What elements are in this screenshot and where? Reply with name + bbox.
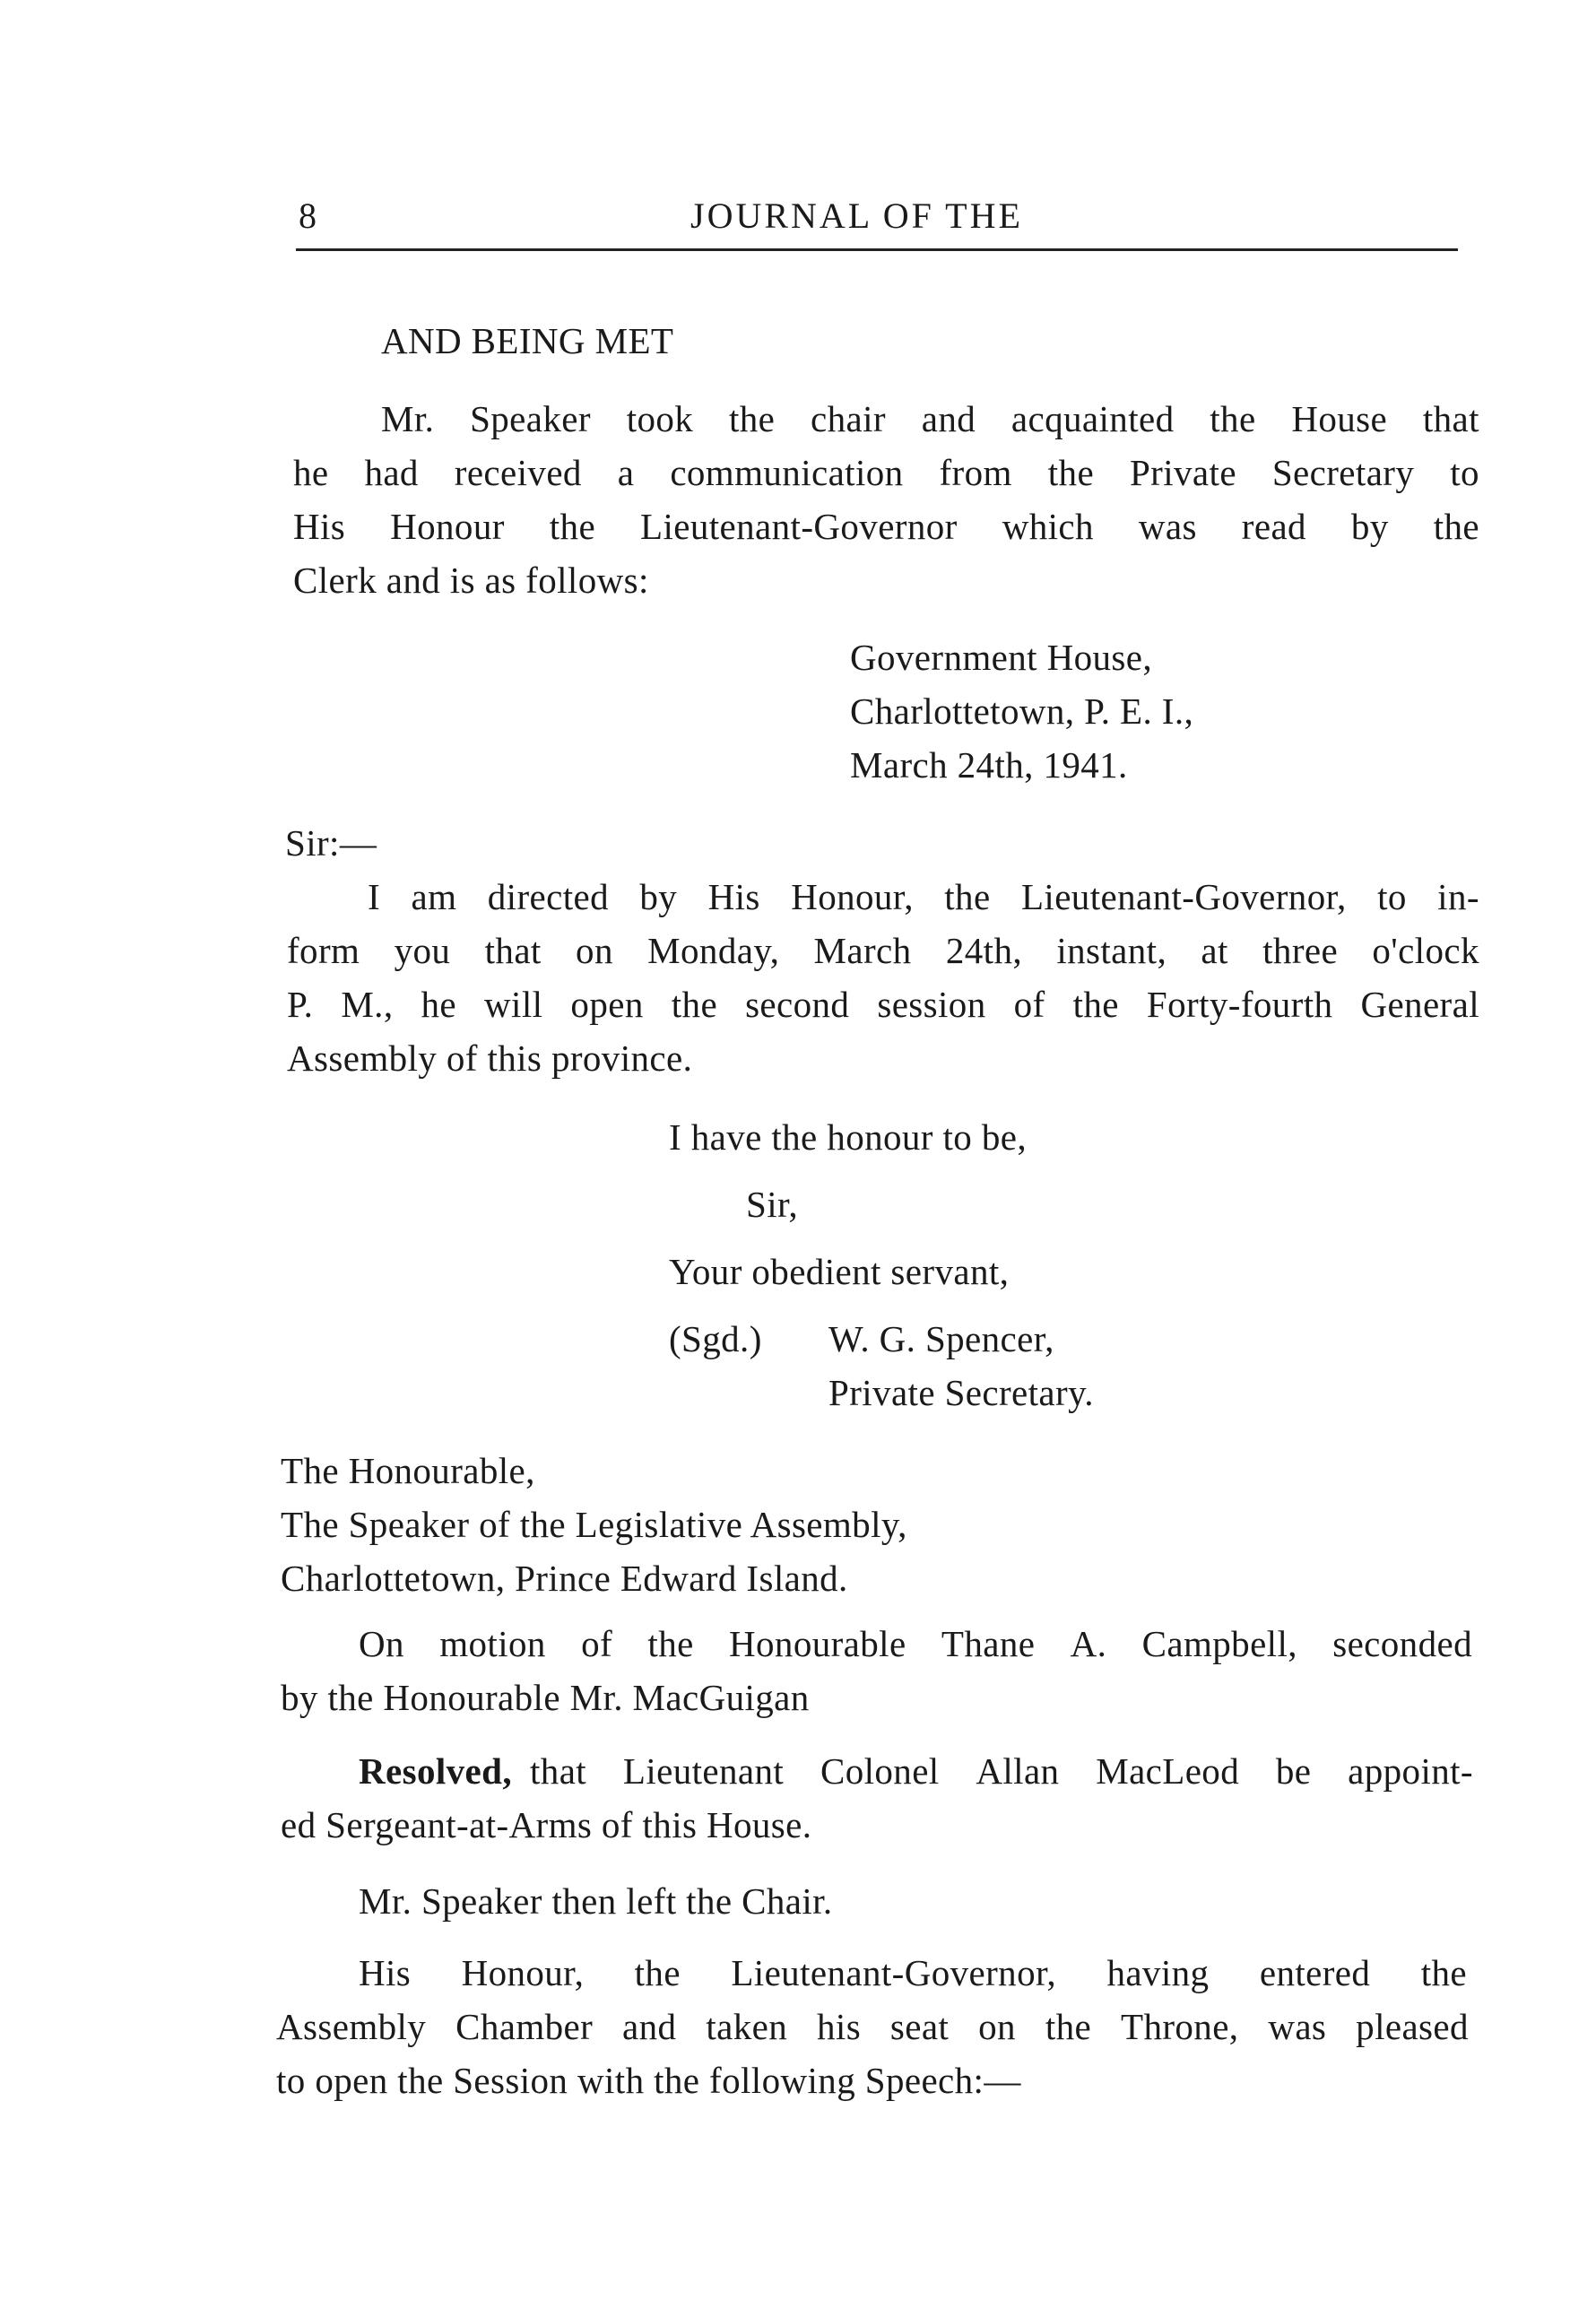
word: to xyxy=(1450,452,1479,493)
address-line-3: March 24th, 1941. xyxy=(850,744,1128,786)
word: instant, xyxy=(1056,930,1167,971)
closing-line: I have the honour to be, xyxy=(669,1116,1027,1158)
motion-line-1 xyxy=(359,1623,1472,1664)
word: of xyxy=(581,1623,613,1664)
word: second xyxy=(745,984,850,1025)
word: the xyxy=(549,506,596,547)
addressee-line-3: Charlottetown, Prince Edward Island. xyxy=(281,1558,848,1599)
word: to xyxy=(1377,876,1407,917)
word: that xyxy=(1422,398,1479,439)
para1-line-3 xyxy=(293,508,1479,545)
word: which xyxy=(1002,506,1094,547)
word: Lieutenant-Governor, xyxy=(1020,876,1347,917)
resolution-line-2: ed Sergeant-at-Arms of this House. xyxy=(281,1804,812,1845)
address-line-2: Charlottetown, P. E. I., xyxy=(850,690,1194,732)
word: the xyxy=(634,1952,681,1993)
word: acquainted xyxy=(1011,398,1175,439)
word: three xyxy=(1262,930,1339,971)
word: he xyxy=(421,984,456,1025)
word: and xyxy=(622,2006,677,2047)
para1-line-2 xyxy=(293,452,1479,493)
word: MacLeod xyxy=(1096,1750,1240,1792)
word: he xyxy=(293,452,329,493)
word: pleased xyxy=(1356,2006,1469,2047)
word: the xyxy=(1045,2006,1092,2047)
final-para-line-3: to open the Session with the following Speech:— xyxy=(276,2060,1021,2101)
word: in- xyxy=(1437,876,1479,917)
word: the xyxy=(944,876,991,917)
word: seat xyxy=(889,2006,950,2047)
word: by xyxy=(639,876,678,917)
word: his xyxy=(817,2006,862,2047)
para1-line-1 xyxy=(381,398,1479,439)
word: communication xyxy=(670,452,904,493)
word: General xyxy=(1360,984,1479,1025)
word: o'clock xyxy=(1372,930,1479,971)
address-line-1: Government House, xyxy=(850,637,1153,678)
word: at xyxy=(1201,930,1228,971)
word: the xyxy=(1047,452,1095,493)
word: seconded xyxy=(1332,1623,1472,1664)
word: His xyxy=(359,1952,412,1993)
word: by xyxy=(1350,506,1389,547)
final-para-line-2 xyxy=(276,2006,1469,2047)
closing-servant: Your obedient servant, xyxy=(669,1251,1010,1292)
final-para-line-1 xyxy=(359,1952,1467,1993)
word: Allan xyxy=(976,1750,1060,1792)
word: His xyxy=(293,506,346,547)
header-rule xyxy=(296,248,1458,251)
word: the xyxy=(1433,506,1479,547)
word: Honourable xyxy=(729,1623,906,1664)
speaker-left-chair: Mr. Speaker then left the Chair. xyxy=(359,1880,833,1922)
resolution-line-1 xyxy=(359,1750,1473,1792)
word: had xyxy=(364,452,419,493)
section-heading: AND BEING MET xyxy=(381,320,674,361)
word: Monday, xyxy=(647,930,780,971)
motion-line-2: by the Honourable Mr. MacGuigan xyxy=(281,1677,810,1718)
word: directed xyxy=(487,876,609,917)
word: A. xyxy=(1070,1623,1107,1664)
word: March xyxy=(813,930,912,971)
word: On xyxy=(359,1623,404,1664)
closing-sir: Sir, xyxy=(746,1184,799,1225)
word: Honour, xyxy=(791,876,914,917)
word: P. xyxy=(287,984,314,1025)
word: on xyxy=(576,930,613,971)
word: taken xyxy=(706,2006,788,2047)
word: Speaker xyxy=(470,398,591,439)
addressee-line-2: The Speaker of the Legislative Assembly, xyxy=(281,1504,907,1545)
resolved-bold-word: Resolved, xyxy=(359,1750,513,1792)
word: I xyxy=(368,876,381,917)
word: Throne, xyxy=(1121,2006,1239,2047)
word: on xyxy=(978,2006,1016,2047)
word: Lieutenant-Governor xyxy=(640,506,958,547)
para1-line-4: Clerk and is as follows: xyxy=(293,560,649,601)
word: read xyxy=(1241,506,1306,547)
word: the xyxy=(1210,398,1256,439)
word: am xyxy=(411,876,457,917)
word: Forty-fourth xyxy=(1146,984,1333,1025)
signer-name: W. G. Spencer, xyxy=(828,1318,1054,1359)
word: 24th, xyxy=(945,930,1023,971)
word: His xyxy=(707,876,760,917)
word: session xyxy=(877,984,986,1025)
word: took xyxy=(626,398,694,439)
word: Chamber xyxy=(455,2006,594,2047)
word: entered xyxy=(1259,1952,1371,1993)
word: was xyxy=(1138,506,1197,547)
word: House xyxy=(1291,398,1388,439)
word: of xyxy=(1013,984,1045,1025)
word: that xyxy=(484,930,542,971)
word: you xyxy=(394,930,451,971)
word: Lieutenant-Governor, xyxy=(731,1952,1057,1993)
word: chair xyxy=(811,398,886,439)
salutation: Sir:— xyxy=(285,822,377,864)
word: motion xyxy=(439,1623,546,1664)
letter-body-line-4: Assembly of this province. xyxy=(287,1037,693,1079)
word: M., xyxy=(341,984,394,1025)
resolution-line-1-rest xyxy=(530,1750,1473,1792)
word: the xyxy=(1420,1952,1467,1993)
word: appoint- xyxy=(1348,1750,1473,1792)
word: a xyxy=(617,452,635,493)
word: Honour xyxy=(390,506,505,547)
word: having xyxy=(1106,1952,1210,1993)
word: Thane xyxy=(941,1623,1036,1664)
word: be xyxy=(1275,1750,1312,1792)
word: the xyxy=(671,984,718,1025)
word: Assembly xyxy=(276,2006,427,2047)
word: was xyxy=(1268,2006,1327,2047)
word: from xyxy=(939,452,1012,493)
word: the xyxy=(647,1623,694,1664)
word: form xyxy=(287,930,360,971)
word: Campbell, xyxy=(1141,1623,1297,1664)
word: that xyxy=(530,1750,587,1792)
running-title: JOURNAL OF THE xyxy=(690,195,1023,236)
word: Mr. xyxy=(381,398,435,439)
word: received xyxy=(454,452,582,493)
word: Lieutenant xyxy=(622,1750,785,1792)
sgd-label: (Sgd.) xyxy=(669,1318,762,1359)
signer-title: Private Secretary. xyxy=(828,1372,1094,1413)
word: Secretary xyxy=(1271,452,1415,493)
word: the xyxy=(728,398,776,439)
word: Private xyxy=(1129,452,1236,493)
page-number: 8 xyxy=(299,195,319,236)
word: and xyxy=(921,398,976,439)
letter-body-line-3 xyxy=(287,986,1479,1023)
word: Honour, xyxy=(461,1952,585,1993)
letter-body-line-2 xyxy=(287,930,1479,971)
addressee-line-1: The Honourable, xyxy=(281,1450,535,1491)
word: will xyxy=(484,984,543,1025)
word: Colonel xyxy=(820,1750,940,1792)
letter-body-line-1 xyxy=(368,876,1479,917)
word: the xyxy=(1072,984,1119,1025)
word: open xyxy=(570,984,644,1025)
